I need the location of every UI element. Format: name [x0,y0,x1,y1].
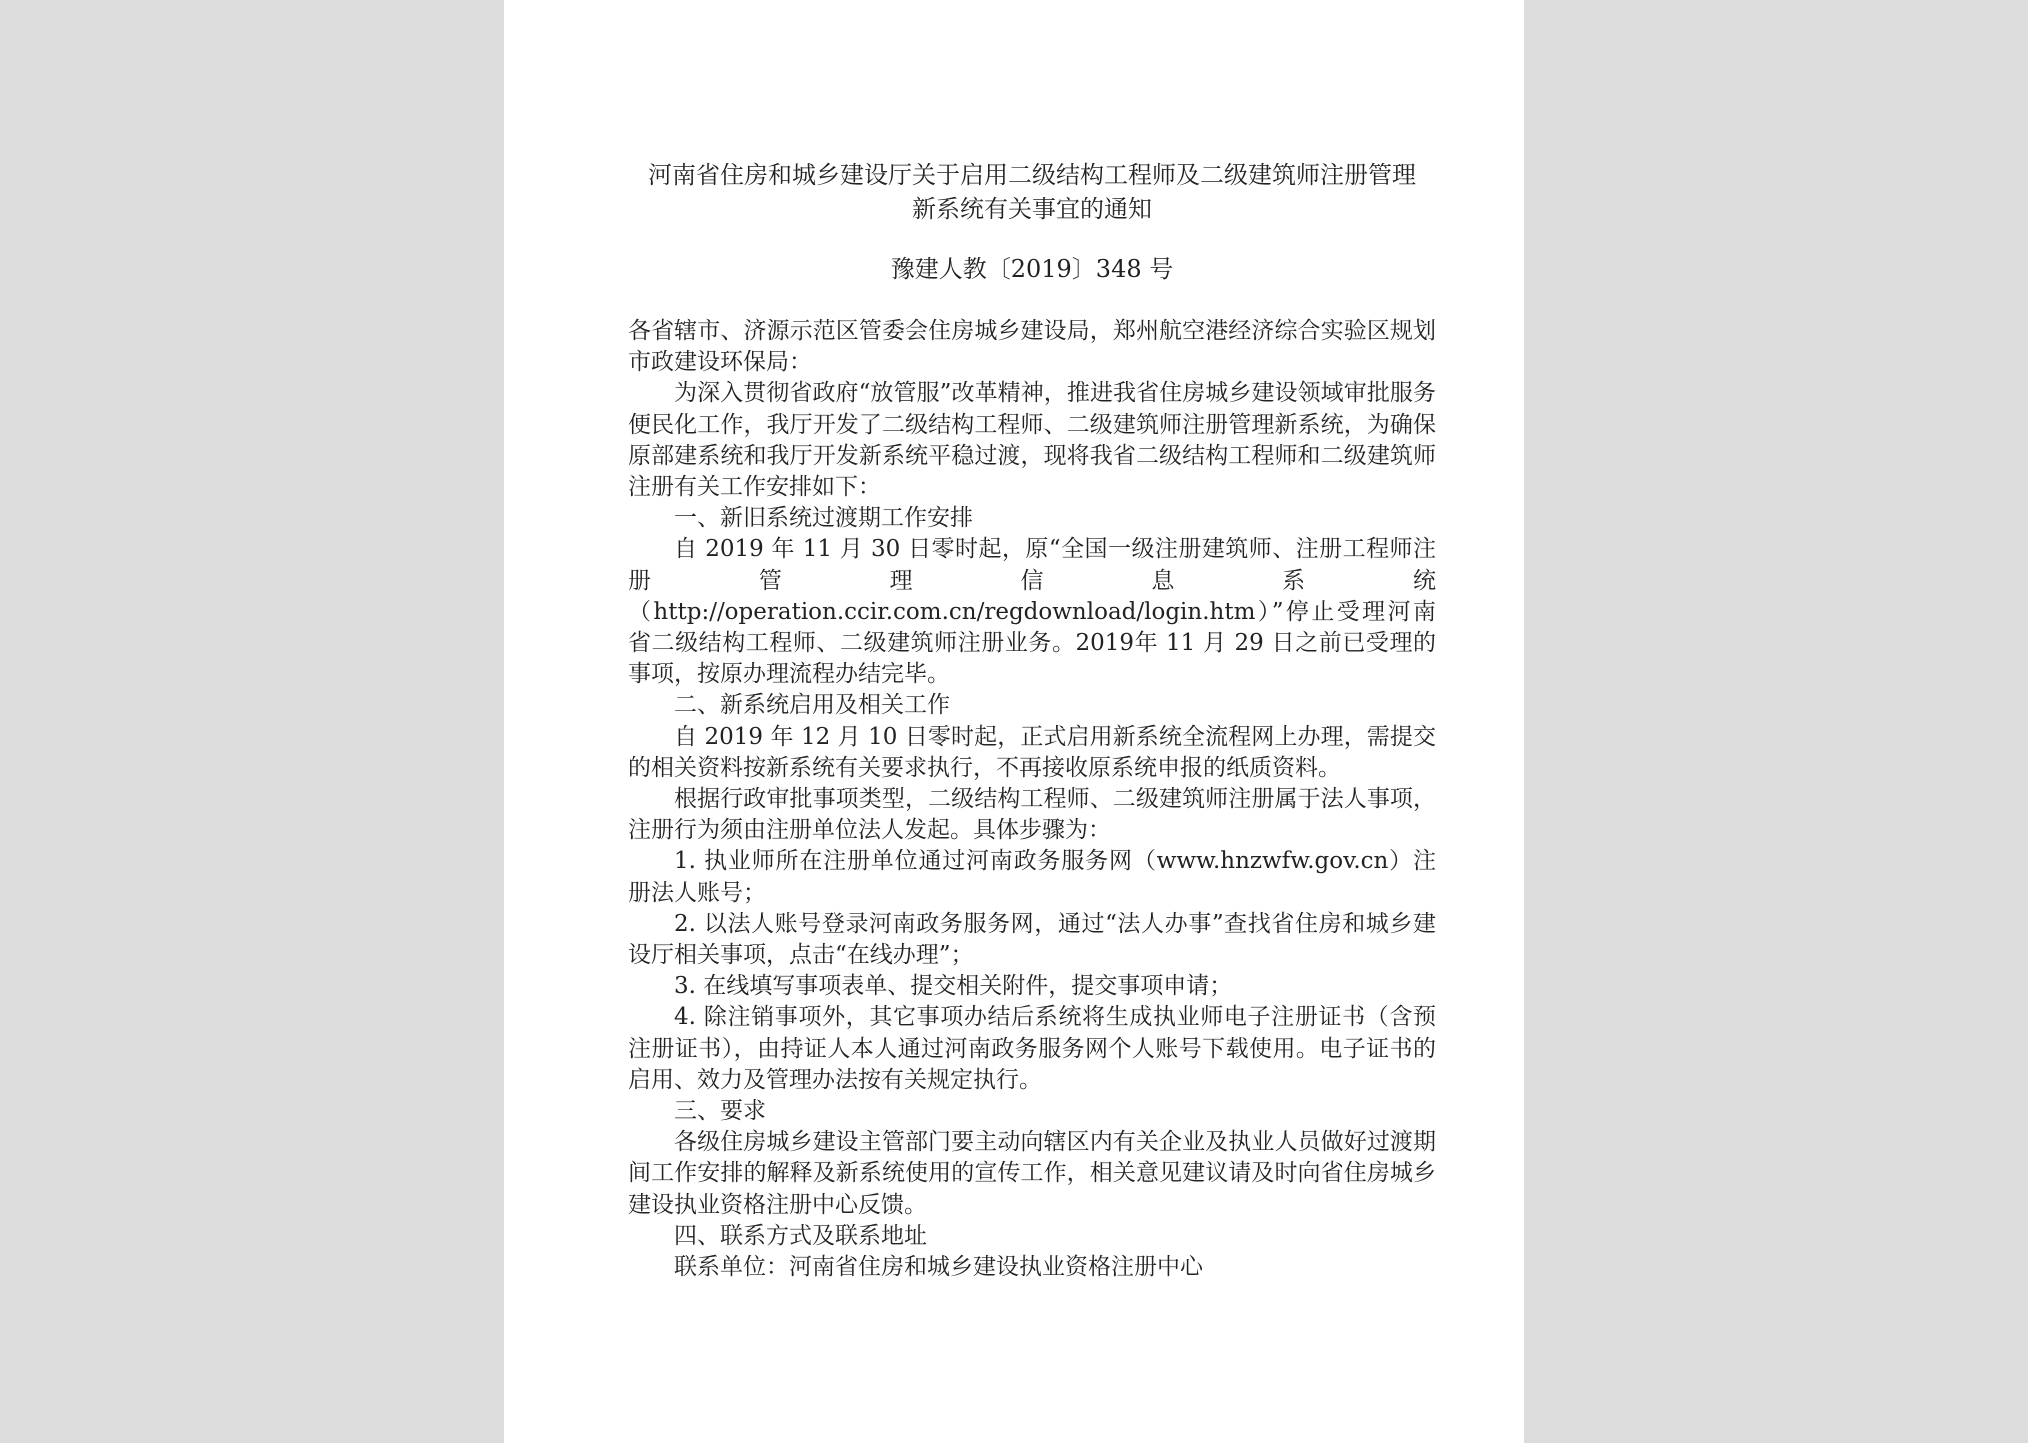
paragraph: 各省辖市、济源示范区管委会住房城乡建设局，郑州航空港经济综合实验区规划市政建设环保局： [628,318,1436,376]
paragraph: 一、新旧系统过渡期工作安排 [674,505,973,532]
paragraph: 3. 在线填写事项表单、提交相关附件，提交事项申请； [674,973,1233,1000]
document-number: 豫建人教〔2019〕348 号 [890,255,1174,283]
paragraph: 三、要求 [674,1098,766,1125]
paragraph: 各级住房城乡建设主管部门要主动向辖区内有关企业及执业人员做好过渡期间工作安排的解释及新系统使用的宣传工作，相关意见建议请及时向省住房城乡建设执业资格注册中心反馈。 [628,1129,1436,1218]
paragraph: 1. 执业师所在注册单位通过河南政务服务网（www.hnzwfw.gov.cn）注册法人账号； [628,848,1436,906]
document-page [504,0,1524,1443]
document-body [628,316,1436,1283]
paragraph: 四、联系方式及联系地址 [674,1222,927,1249]
title-line-2: 新系统有关事宜的通知 [912,195,1152,223]
paragraph: 联系单位：河南省住房和城乡建设执业资格注册中心 [674,1254,1203,1281]
paragraph: 二、新系统启用及相关工作 [674,692,950,719]
paragraph: 根据行政审批事项类型，二级结构工程师、二级建筑师注册属于法人事项，注册行为须由注册单位法人发起。具体步骤为： [628,786,1436,844]
paragraph: 自 2019 年 12 月 10 日零时起，正式启用新系统全流程网上办理，需提交的相关资料按新系统有关要求执行，不再接收原系统申报的纸质资料。 [628,723,1436,781]
paragraph: 2. 以法人账号登录河南政务服务网，通过“法人办事”查找省住房和城乡建设厅相关事项，点击“在线办理”； [628,910,1436,969]
document-title [628,158,1436,226]
title-line-1: 河南省住房和城乡建设厅关于启用二级结构工程师及二级建筑师注册管理 [648,161,1416,189]
paragraph: 4. 除注销事项外，其它事项办结后系统将生成执业师电子注册证书（含预注册证书），由持证人本人通过河南政务服务网个人账号下载使用。电子证书的启用、效力及管理办法按有关规定执行。 [628,1004,1436,1093]
paragraph: 为深入贯彻省政府“放管服”改革精神，推进我省住房城乡建设领域审批服务便民化工作，我厅开发了二级结构工程师、二级建筑师注册管理新系统，为确保原部建系统和我厅开发新系统平稳过渡，现将我省二级结构工程师和二级建筑师注册有关工作安排如下： [628,380,1436,501]
document-content [628,158,1436,1283]
paragraph: 自 2019 年 11 月 30 日零时起，原“全国一级注册建筑师、注册工程师注册管理信息系统（http://operation.ccir.com.cn/regdownload/login.htm）”停止受理河南省二级结构工程师、二级建筑师注册业务。2019年 11 月 29 日之前已受理的事项，按原办理流程办结完毕。 [628,536,1436,688]
